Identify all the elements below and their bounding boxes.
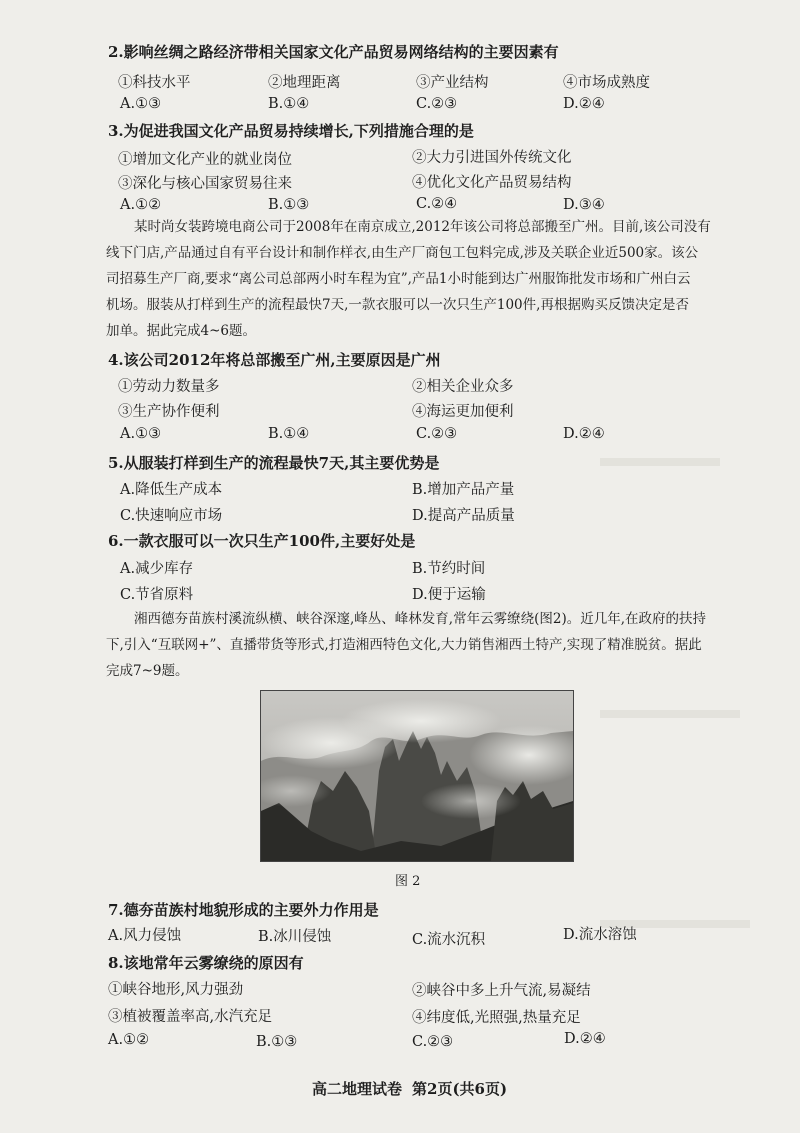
q2-item-4: ④市场成熟度 — [563, 75, 650, 91]
q3-choice-c: C.②④ — [416, 196, 458, 212]
q5-choice-c: C.快速响应市场 — [120, 508, 223, 524]
q8-item-3: ③植被覆盖率高,水汽充足 — [108, 1009, 273, 1025]
passage-2-line-1: 湘西德夯苗族村溪流纵横、峡谷深邃,峰丛、峰林发育,常年云雾缭绕(图2)。近几年,在政府的扶持 — [134, 611, 706, 627]
q3-choice-b: B.①③ — [268, 197, 310, 213]
passage-2-line-3: 完成7~9题。 — [106, 663, 189, 679]
q5-choice-d: D.提高产品质量 — [412, 508, 515, 524]
q7-choice-c: C.流水沉积 — [412, 932, 486, 948]
q6-choice-b: B.节约时间 — [412, 561, 486, 577]
passage-1-line-2: 线下门店,产品通过自有平台设计和制作样衣,由生产厂商包工包料完成,涉及关联企业近500家。该公 — [106, 245, 699, 261]
q8-choice-c: C.②③ — [412, 1034, 454, 1050]
q3-choice-a: A.①② — [120, 197, 162, 213]
passage-2-line-2: 下,引入“互联网+”、直播带货等形式,打造湘西特色文化,大力销售湘西土特产,实现了精准脱贫。据此 — [106, 637, 702, 653]
q3-item-4: ④优化文化产品贸易结构 — [412, 175, 572, 191]
passage-xiangxi — [106, 606, 734, 684]
q5-choice-b: B.增加产品产量 — [412, 482, 515, 498]
footer-exam-title: 高二地理试卷 — [312, 1080, 403, 1098]
q3-choice-d: D.③④ — [563, 197, 605, 213]
passage-1-line-5: 加单。据此完成4~6题。 — [106, 323, 256, 339]
q8-choice-b: B.①③ — [256, 1034, 298, 1050]
q8-item-4: ④纬度低,光照强,热量充足 — [412, 1010, 581, 1026]
question-4-stem: 4.该公司2012年将总部搬至广州,主要原因是广州 — [108, 351, 441, 369]
q8-choice-d: D.②④ — [564, 1031, 606, 1047]
q4-item-4: ④海运更加便利 — [412, 404, 514, 420]
q3-item-3: ③深化与核心国家贸易往来 — [118, 176, 292, 192]
q4-item-2: ②相关企业众多 — [412, 379, 514, 395]
q8-item-1: ①峡谷地形,风力强劲 — [108, 982, 244, 998]
passage-1-line-3: 司招募生产厂商,要求“离公司总部两小时车程为宜”,产品1小时能到达广州服饰批发市场和广州白云 — [106, 271, 691, 287]
passage-1-line-1: 某时尚女装跨境电商公司于2008年在南京成立,2012年该公司将总部搬至广州。目前,该公司没有 — [134, 219, 711, 235]
q6-choice-a: A.减少库存 — [120, 561, 194, 577]
q7-choice-a: A.风力侵蚀 — [108, 928, 182, 944]
question-8-stem: 8.该地常年云雾缭绕的原因有 — [108, 954, 304, 972]
q8-choice-a: A.①② — [108, 1032, 150, 1048]
q4-choice-c: C.②③ — [416, 426, 458, 442]
q4-choice-b: B.①④ — [268, 426, 310, 442]
q4-item-1: ①劳动力数量多 — [118, 379, 220, 395]
page-footer — [312, 1078, 507, 1099]
figure-2-photo — [260, 690, 574, 862]
q2-item-3: ③产业结构 — [416, 75, 489, 91]
q3-item-1: ①增加文化产业的就业岗位 — [118, 152, 292, 168]
passage-1-line-4: 机场。服装从打样到生产的流程最快7天,一款衣服可以一次只生产100件,再根据购买反馈决定是否 — [106, 297, 689, 313]
q7-choice-d: D.流水溶蚀 — [563, 927, 637, 943]
q2-item-1: ①科技水平 — [118, 75, 191, 91]
q4-item-3: ③生产协作便利 — [118, 404, 220, 420]
q2-choice-c: C.②③ — [416, 96, 458, 112]
q6-choice-c: C.节省原料 — [120, 587, 194, 603]
question-2-stem: 2.影响丝绸之路经济带相关国家文化产品贸易网络结构的主要因素有 — [108, 43, 559, 61]
q3-item-2: ②大力引进国外传统文化 — [412, 150, 572, 166]
q2-choice-b: B.①④ — [268, 96, 310, 112]
q4-choice-d: D.②④ — [563, 426, 605, 442]
passage-ecommerce — [106, 214, 734, 344]
bleed-through-mark — [600, 710, 740, 718]
footer-page-number: 第2页(共6页) — [412, 1080, 508, 1098]
q2-choice-d: D.②④ — [563, 96, 605, 112]
q8-item-2: ②峡谷中多上升气流,易凝结 — [412, 983, 591, 999]
question-6-stem: 6.一款衣服可以一次只生产100件,主要好处是 — [108, 532, 416, 550]
q5-choice-a: A.降低生产成本 — [120, 482, 223, 498]
misty-peaks-image — [261, 691, 573, 861]
question-3-stem: 3.为促进我国文化产品贸易持续增长,下列措施合理的是 — [108, 122, 474, 140]
q6-choice-d: D.便于运输 — [412, 587, 486, 603]
q4-choice-a: A.①③ — [120, 426, 162, 442]
q7-choice-b: B.冰川侵蚀 — [258, 929, 332, 945]
bleed-through-mark — [600, 458, 720, 466]
q2-choice-a: A.①③ — [120, 96, 162, 112]
q2-item-2: ②地理距离 — [268, 75, 341, 91]
figure-2-caption: 图 2 — [395, 874, 421, 889]
question-5-stem: 5.从服装打样到生产的流程最快7天,其主要优势是 — [108, 454, 440, 472]
question-7-stem: 7.德夯苗族村地貌形成的主要外力作用是 — [108, 901, 379, 919]
